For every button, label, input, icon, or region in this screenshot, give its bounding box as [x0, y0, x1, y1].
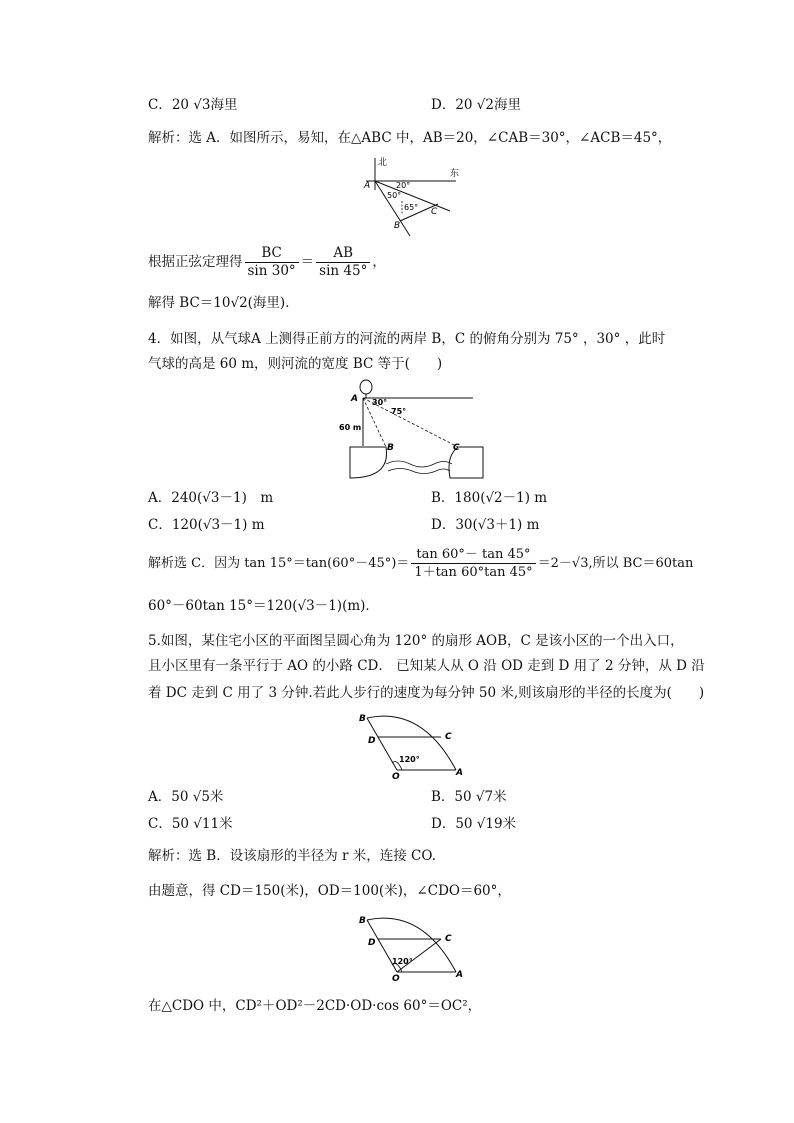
q3-fig-a20: 20° [396, 181, 411, 190]
q5-solution-line3: 在△CDO 中，CD²＋OD²－2CD·OD·cos 60°＝OC²， [148, 998, 482, 1014]
q3-fig-a50: 50° [387, 191, 402, 200]
q3-result: 解得 BC＝10√2(海里)． [148, 295, 299, 311]
q4-solution-line2: 60°－60tan 15°＝120(√3－1)(m)． [148, 598, 379, 614]
q5-solution-line1: 解析：选 B．设该扇形的半径为 r 米，连接 CO. [148, 848, 436, 864]
q5-option-c: C．50 √11米 [148, 816, 233, 832]
q3-solution-line1: 解析：选 A．如图所示，易知，在△ABC 中，AB＝20，∠CAB＝30°，∠ACB＝45°， [148, 130, 672, 146]
q5-fig-B: B [359, 714, 366, 724]
q5-stem-line2: 且小区里有一条平行于 AO 的小路 CD． 已知某人从 O 沿 OD 走到 D 用了 2 分钟，从 D 沿 [148, 658, 705, 674]
q4-option-c: C．120(√3－1) m [148, 517, 265, 533]
q4-figure [338, 378, 488, 486]
q5-figure [354, 708, 474, 784]
q3-frac2-den: sin 45° [319, 263, 368, 279]
q3-figure [360, 156, 470, 242]
q3-fraction-2 [316, 245, 370, 280]
q3-fig-north: 北 [378, 158, 388, 168]
q5-fig-A: A [456, 768, 463, 778]
q4-solution-suffix: ＝2－√3,所以 BC＝60tan [537, 556, 694, 571]
q4-stem-line2: 气球的高是 60 m，则河流的宽度 BC 等于( ) [148, 356, 443, 372]
q4-fig-B: B [387, 443, 394, 453]
q3-fig-east: 东 [450, 169, 460, 179]
q5-option-a: A．50 √5米 [148, 789, 224, 805]
q5-solution-line2: 由题意，得 CD＝150(米)，OD＝100(米)，∠CDO＝60°， [148, 883, 511, 899]
q5-fig-angle: 120° [399, 755, 420, 764]
q4-stem-line1: 4．如图，从气球A 上测得正前方的河流的两岸 B，C 的俯角分别为 75° ，30° ，此时 [148, 331, 666, 347]
q4-option-a: A．240(√3－1) m [148, 490, 274, 506]
q3-fraction-1 [245, 245, 299, 280]
q3-option-c: C．20 √3海里 [148, 97, 238, 113]
q4-frac-den: 1＋tan 60°tan 45° [414, 565, 533, 580]
q3-sine-law-line [148, 242, 386, 282]
q4-fig-a75: 75° [391, 407, 407, 416]
q4-option-d: D．30(√3＋1) m [431, 517, 540, 533]
q5-solution-figure [354, 910, 474, 986]
q5-option-d: D．50 √19米 [431, 816, 517, 832]
q5-sol-fig-B: B [359, 916, 366, 926]
q3-fig-C: C [431, 207, 438, 217]
q3-comma: ， [372, 254, 386, 270]
q3-sine-law-prefix: 根据正弦定理得 [148, 254, 243, 270]
q5-stem-line1: 5.如图，某住宅小区的平面图呈圆心角为 120° 的扇形 AOB，C 是该小区的一个出入口， [148, 633, 684, 649]
q4-fig-C: C [453, 443, 460, 453]
q3-frac2-num: AB [316, 245, 370, 263]
q4-fig-a30: 30° [372, 398, 388, 407]
q5-sol-fig-A: A [456, 970, 463, 980]
q4-fig-height: 60 m [339, 423, 362, 432]
q4-option-b: B．180(√2－1) m [431, 490, 548, 506]
q5-fig-O: O [392, 772, 400, 780]
q4-fig-A: A [351, 394, 358, 404]
q3-frac1-den: sin 30° [247, 263, 296, 279]
q3-fig-B: B [394, 221, 401, 231]
q5-fig-C: C [445, 732, 452, 742]
q5-option-b: B．50 √7米 [431, 789, 507, 805]
q4-frac-num: tan 60°－ tan 45° [411, 546, 535, 564]
q5-sol-fig-C: C [445, 934, 452, 944]
q5-sol-fig-angle: 120° [392, 957, 413, 966]
q3-fig-a65: 65° [404, 203, 419, 212]
q4-solution-prefix: 解析选 C．因为 tan 15°＝tan(60°－45°)＝ [148, 556, 410, 571]
q3-option-d: D．20 √2海里 [431, 97, 521, 113]
q3-fig-A: A [364, 181, 371, 191]
q4-fraction [411, 546, 535, 581]
q4-solution-line1 [148, 544, 693, 584]
q5-fig-D: D [368, 736, 376, 746]
q5-sol-fig-O: O [392, 974, 400, 982]
q5-sol-fig-D: D [368, 938, 376, 948]
q3-frac1-num: BC [245, 245, 299, 263]
q3-equals: ＝ [300, 254, 315, 270]
q5-stem-line3: 着 DC 走到 C 用了 3 分钟.若此人步行的速度为每分钟 50 米,则该扇形的半径的长度为( ) [148, 685, 705, 701]
